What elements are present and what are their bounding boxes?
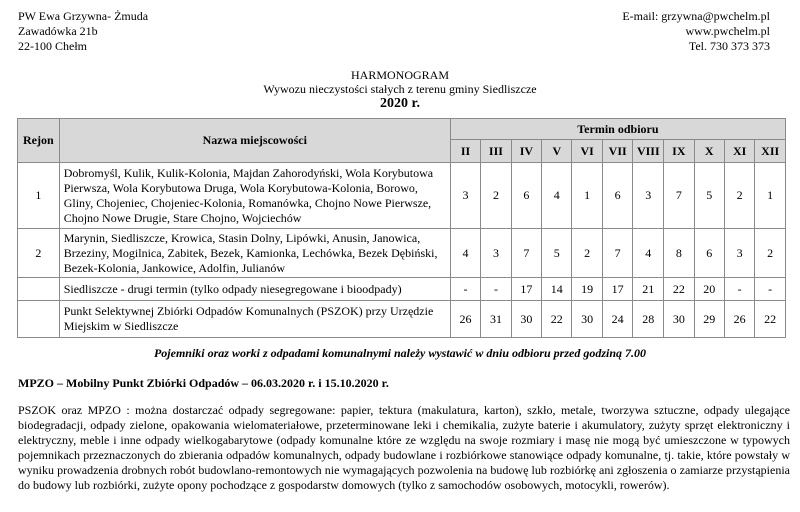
- date-cell: 6: [511, 163, 541, 229]
- date-cell: 30: [664, 301, 694, 338]
- date-cell: 4: [542, 163, 572, 229]
- month-header: XII: [755, 140, 786, 163]
- table-row: [18, 229, 786, 278]
- month-header: IV: [511, 140, 541, 163]
- date-cell: 5: [542, 229, 572, 278]
- month-header: X: [694, 140, 724, 163]
- date-cell: 17: [511, 278, 541, 301]
- company-street: Zawadówka 21b: [18, 24, 98, 38]
- rejon-cell: 2: [18, 229, 60, 278]
- date-cell: 2: [481, 163, 511, 229]
- date-cell: -: [450, 278, 480, 301]
- document-year: 2020 r.: [380, 96, 420, 111]
- date-cell: 22: [755, 301, 786, 338]
- date-cell: 8: [664, 229, 694, 278]
- date-cell: 1: [755, 163, 786, 229]
- date-cell: 6: [602, 163, 633, 229]
- pszok-description: PSZOK oraz MPZO : można dostarczać odpady segregowane: papier, tektura (makulatura, karton), szkło, metale, tworzywa sztuczne, odpady ulegające biodegradacji, odpady zielone, opakowania wielomateriałowe, przeterminowane leki i chemikalia, zużyte baterie i akumulatory, zużyty sprzęt elektroniczny i elektryczny, meble i inne odpady wielkogabarytowe (odpady komunalne które ze względu na swoje rozmiary i masę nie mogą być umieszczone w typowych pojemnikach przeznaczonych do zbierania odpadów komunalnych, odpady budowlane i rozbiórkowe stanowiące odpady komunalne, tj. takie, które powstały w wyniku prowadzenia drobnych robót budowlano-remontowych nie wymagających pozwolenia na budowę lub rozbiórkę ani zgłoszenia o zamiarze przystąpienia do budowy lub rozbiórki, zużyte opony pochodzące z gospodarstw domowych (tylko z samochodów osobowych, motocykli, rowerów).: [18, 403, 790, 492]
- table-header-row: [18, 119, 786, 140]
- date-cell: -: [481, 278, 511, 301]
- table-row: [18, 163, 786, 229]
- date-cell: 3: [724, 229, 754, 278]
- date-cell: 3: [633, 163, 664, 229]
- date-cell: 20: [694, 278, 724, 301]
- date-cell: 22: [542, 301, 572, 338]
- date-cell: 7: [664, 163, 694, 229]
- company-city: 22-100 Chełm: [18, 39, 87, 53]
- month-header: VIII: [633, 140, 664, 163]
- date-cell: -: [755, 278, 786, 301]
- date-cell: 19: [572, 278, 602, 301]
- date-cell: 2: [755, 229, 786, 278]
- date-cell: 26: [450, 301, 480, 338]
- date-cell: 24: [602, 301, 633, 338]
- date-cell: 26: [724, 301, 754, 338]
- month-header: VII: [602, 140, 633, 163]
- company-name: PW Ewa Grzywna- Żmuda: [18, 9, 149, 23]
- collection-note: Pojemniki oraz worki z odpadami komunalnymi należy wystawić w dniu odbioru przed godziną 7.00: [153, 346, 647, 360]
- month-header: VI: [572, 140, 602, 163]
- mpzo-heading: MPZO – Mobilny Punkt Zbiórki Odpadów – 06.03.2020 r. i 15.10.2020 r.: [18, 376, 389, 390]
- document-subtitle: Wywozu nieczystości stałych z terenu gminy Siedliszcze: [263, 82, 537, 96]
- date-cell: 6: [694, 229, 724, 278]
- date-cell: 7: [511, 229, 541, 278]
- date-cell: 1: [572, 163, 602, 229]
- date-cell: 29: [694, 301, 724, 338]
- localities-cell: Marynin, Siedliszcze, Krowica, Stasin Dolny, Lipówki, Anusin, Janowica, Brzeziny, Mogilnica, Zabitek, Bezek, Kamionka, Lechówka, Bezek Dębiński, Bezek-Kolonia, Jankowice, Adolfin, Julianów: [59, 229, 450, 278]
- header-termin: Termin odbioru: [450, 119, 785, 140]
- header-rejon: Rejon: [18, 119, 60, 163]
- month-header: V: [542, 140, 572, 163]
- rejon-cell: [18, 278, 60, 301]
- date-cell: 2: [572, 229, 602, 278]
- date-cell: 2: [724, 163, 754, 229]
- localities-cell: Dobromyśl, Kulik, Kulik-Kolonia, Majdan Zahorodyński, Wola Korybutowa Pierwsza, Wola Korybutowa Druga, Wola Korybutowa-Kolonia, Borowo, Gliny, Chojeniec, Chojeniec-Kolonia, Romanówka, Chojno Nowe Pierwsze, Chojno Nowe Drugie, Stare Chojno, Wojciechów: [59, 163, 450, 229]
- document-title: HARMONOGRAM: [350, 68, 449, 82]
- date-cell: 30: [511, 301, 541, 338]
- company-contact: [622, 9, 770, 54]
- date-cell: 3: [481, 229, 511, 278]
- header-nazwa: Nazwa miejscowości: [59, 119, 450, 163]
- month-header: XI: [724, 140, 754, 163]
- date-cell: -: [724, 278, 754, 301]
- date-cell: 22: [664, 278, 694, 301]
- contact-website: www.pwchelm.pl: [685, 24, 770, 38]
- contact-phone: Tel. 730 373 373: [688, 39, 770, 53]
- date-cell: 4: [450, 229, 480, 278]
- rejon-cell: 1: [18, 163, 60, 229]
- contact-email: E-mail: grzywna@pwchelm.pl: [622, 9, 770, 23]
- date-cell: 4: [633, 229, 664, 278]
- date-cell: 21: [633, 278, 664, 301]
- month-header: II: [450, 140, 480, 163]
- date-cell: 3: [450, 163, 480, 229]
- localities-cell: Punkt Selektywnej Zbiórki Odpadów Komunalnych (PSZOK) przy Urzędzie Miejskim w Siedliszcze: [59, 301, 450, 338]
- rejon-cell: [18, 301, 60, 338]
- schedule-table: [17, 118, 786, 338]
- date-cell: 31: [481, 301, 511, 338]
- date-cell: 17: [602, 278, 633, 301]
- date-cell: 5: [694, 163, 724, 229]
- month-header: IX: [664, 140, 694, 163]
- localities-cell: Siedliszcze - drugi termin (tylko odpady niesegregowane i bioodpady): [59, 278, 450, 301]
- date-cell: 28: [633, 301, 664, 338]
- table-row: [18, 301, 786, 338]
- date-cell: 14: [542, 278, 572, 301]
- date-cell: 7: [602, 229, 633, 278]
- table-row: [18, 278, 786, 301]
- date-cell: 30: [572, 301, 602, 338]
- company-address: [18, 9, 148, 54]
- month-header: III: [481, 140, 511, 163]
